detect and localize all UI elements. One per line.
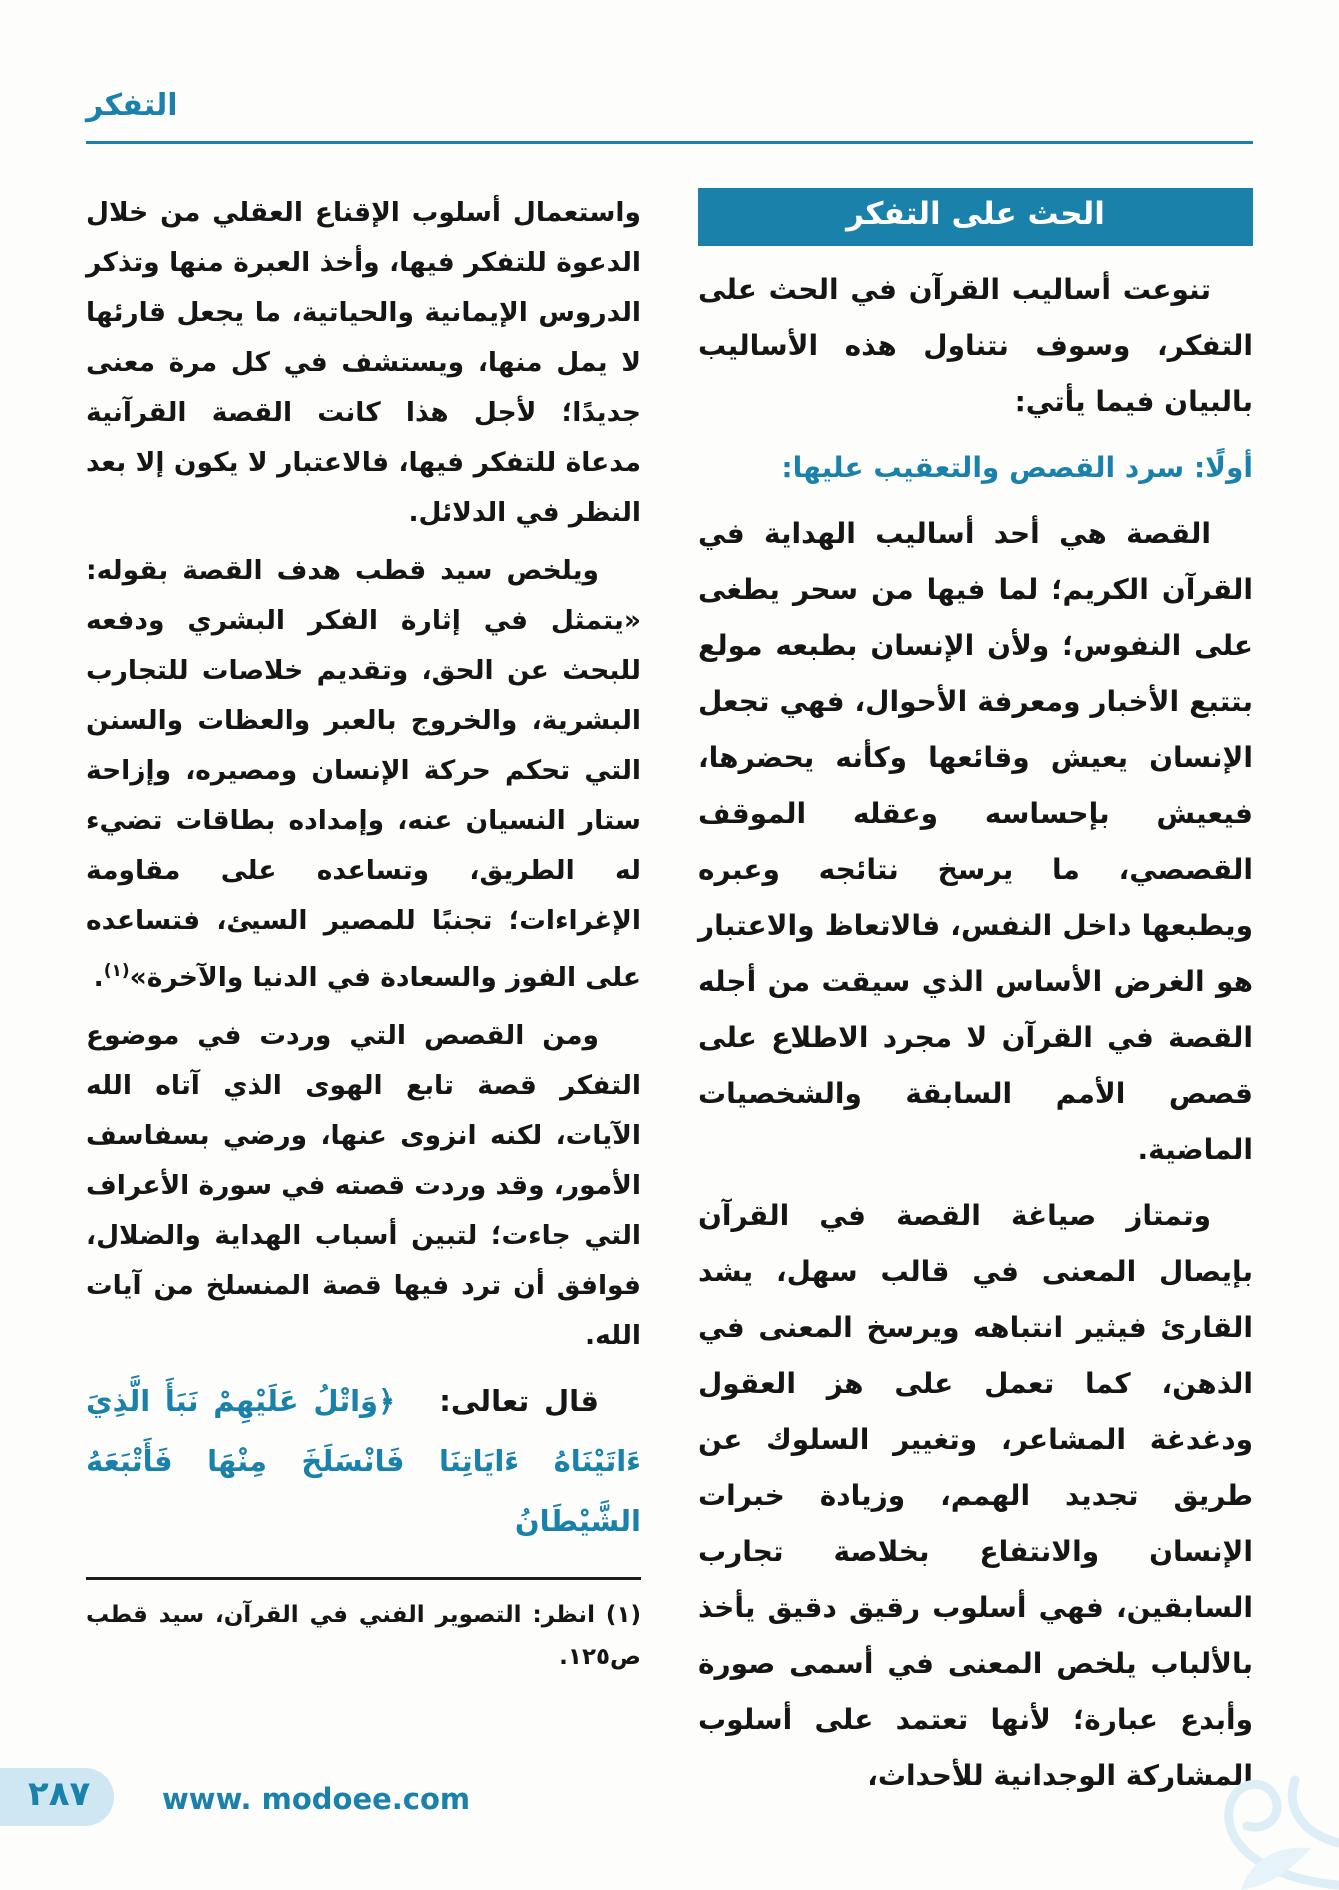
- paragraph: القصة هي أحد أساليب الهداية في القرآن الكريم؛ لما فيها من سحر يطغى على النفوس؛ ولأن الإنسان بطبعه مولع بتتبع الأخبار ومعرفة الأحوال، فهي تجعل الإنسان يعيش وقائعها وكأنه يحضرها، فيعيش بإحساسه وعقله الموقف القصصي، ما يرسخ نتائجه وعبره ويطبعها داخل النفس، فالاتعاظ والاعتبار هو الغرض الأساس الذي سيقت من أجله القصة في القرآن لا مجرد الاطلاع على قصص الأمم السابقة والشخصيات الماضية.: [698, 517, 1253, 1166]
- verse-intro: قال تعالى:: [439, 1383, 599, 1418]
- paragraph: ومن القصص التي وردت في موضوع التفكر قصة تابع الهوى الذي آتاه الله الآيات، لكنه انزوى عنها، ورضي بسفاسف الأمور، وقد وردت قصته في سورة الأعراف التي جاءت؛ لتبين أسباب الهداية والضلال، فوافق أن ترد فيها قصة المنسلخ من آيات الله.: [86, 1019, 641, 1351]
- website-text: www. modoee.com: [162, 1782, 471, 1816]
- subheading-first: أولًا: سرد القصص والتعقيب عليها:: [781, 451, 1253, 484]
- footnote: (١) انظر: التصوير الفني في القرآن، سيد قطب ص١٢٥.: [86, 1577, 641, 1678]
- quote-period: .: [93, 961, 104, 993]
- column-left: [86, 188, 641, 1814]
- section-header: الحث على التفكر: [698, 188, 1253, 246]
- paragraph: واستعمال أسلوب الإقناع العقلي من خلال الدعوة للتفكر فيها، وأخذ العبرة منها وتذكر الدروس الإيمانية والحياتية، ما يجعل قارئها لا يمل منها، ويستشف في كل مرة معنى جديدًا؛ لأجل هذا كانت القصة القرآنية مدعاة للتفكر فيها، فالاعتبار لا يكون إلا بعد النظر في الدلائل.: [86, 197, 641, 528]
- running-head-title: التفكر: [86, 88, 178, 123]
- header-rule: [86, 141, 1253, 144]
- corner-ornament-icon: [1089, 1740, 1339, 1890]
- paragraph: وتمتاز صياغة القصة في القرآن بإيصال المعنى في قالب سهل، يشد القارئ فيثير انتباهه ويرسخ المعنى في الذهن، كما تعمل على هز العقول ودغدغة المشاعر، وتغيير السلوك عن طريق تجديد الهمم، وزيادة خبرات الإنسان والانتفاع بخلاصة تجارب السابقين، فهي أسلوب رقيق دقيق يأخذ بالألباب يلخص المعنى في أسمى صورة وأبدع عبارة؛ لأنها تعتمد على أسلوب المشاركة الوجدانية للأحداث،: [698, 1199, 1253, 1792]
- quran-verse: ﴿وَاتْلُ عَلَيْهِمْ نَبَأَ الَّذِيَ ءَاتَيْنَاهُ ءَايَاتِنَا فَانْسَلَخَ مِنْهَا فَأَتْبَعَهُ الشَّيْطَانُ: [86, 1383, 641, 1538]
- page-content: [86, 188, 1253, 1814]
- paragraph-quote: [86, 546, 641, 1003]
- page-number: ٢٨٧: [28, 1774, 91, 1814]
- quote-text: ويلخص سيد قطب هدف القصة بقوله: «يتمثل في إثارة الفكر البشري ودفعه للبحث عن الحق، وتقديم خلاصات للتجارب البشرية، والخروج بالعبر والعظات والسنن التي تحكم حركة الإنسان ومصيره، وإزاحة ستار النسيان عنه، وإمداده بطاقات تضيء له الطريق، وتساعده على مقاومة الإغراءات؛ تجنبًا للمصير السيئ، فتساعده على الفوز والسعادة في الدنيا والآخرة»: [86, 555, 641, 993]
- paragraph-intro: تنوعت أساليب القرآن في الحث على التفكر، وسوف نتناول هذه الأساليب بالبيان فيما يأتي:: [698, 273, 1253, 418]
- column-right: [698, 188, 1253, 1814]
- footnote-reference: (١): [103, 961, 130, 981]
- verse-paragraph: [86, 1371, 641, 1551]
